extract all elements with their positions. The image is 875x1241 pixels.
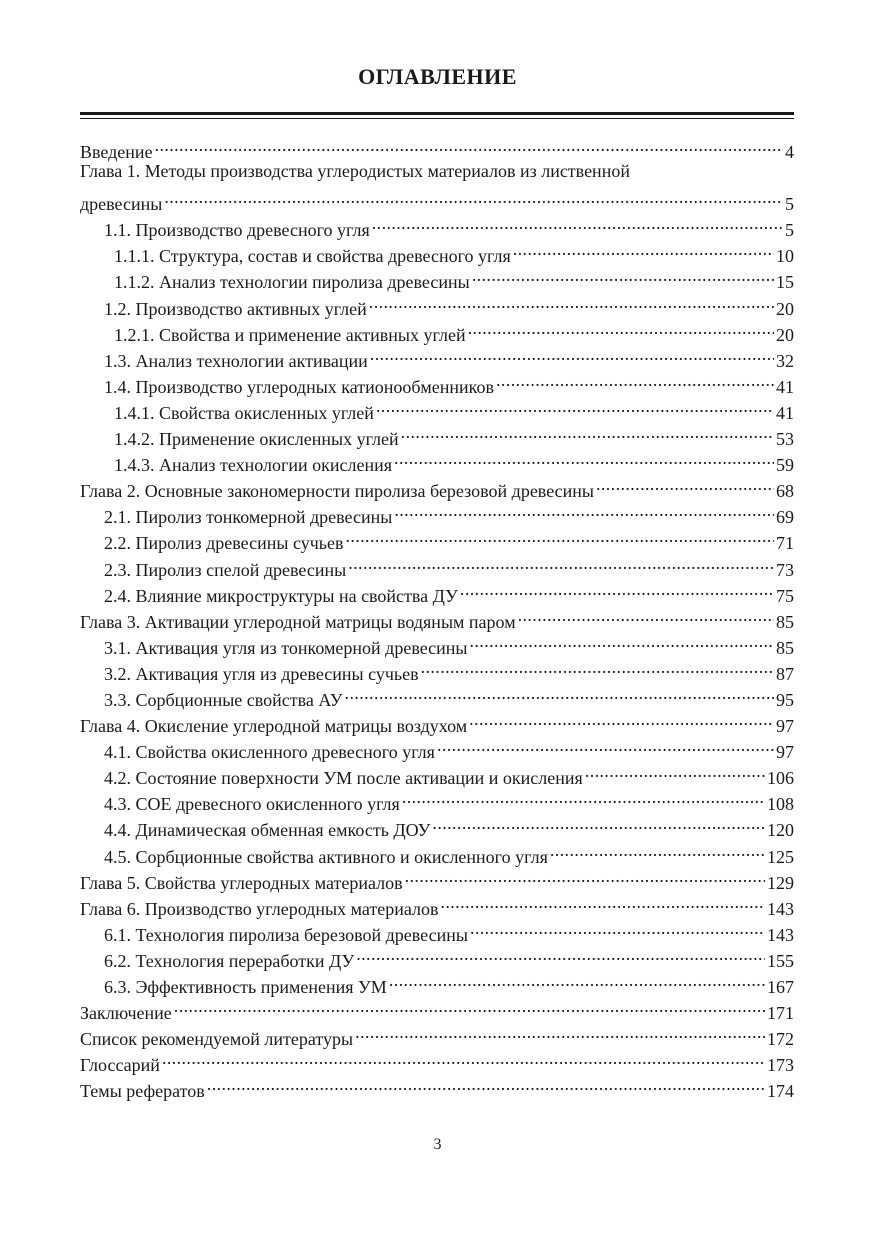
- toc-entry-page: 85: [776, 611, 794, 632]
- toc-entry-chapter-1-heading[interactable]: [80, 158, 794, 184]
- toc-leader-dots: [440, 889, 765, 915]
- toc-entry-label: 2.1. Пиролиз тонкомерной древесины: [104, 507, 393, 528]
- page-title: ОГЛАВЛЕНИЕ: [358, 64, 517, 89]
- toc-leader-dots: [468, 315, 774, 341]
- toc-entry-page: 173: [767, 1055, 794, 1076]
- toc-leader-dots: [437, 732, 774, 758]
- toc-entry-label: 2.4. Влияние микроструктуры на свойства ДУ: [104, 585, 458, 606]
- toc-entry-page: 10: [776, 246, 794, 267]
- toc-entry-label: Глава 5. Свойства углеродных материалов: [80, 872, 403, 893]
- title-rule-thick: [80, 112, 794, 115]
- toc-entry-page: 95: [776, 689, 794, 710]
- toc-entry-page: 41: [776, 376, 794, 397]
- table-of-contents: [80, 132, 794, 1102]
- toc-entry-page: 59: [776, 455, 794, 476]
- toc-leader-dots: [470, 915, 765, 941]
- toc-entry-label: 1.4.2. Применение окисленных углей: [114, 429, 399, 450]
- toc-entry-label: 4.1. Свойства окисленного древесного угля: [104, 742, 435, 763]
- toc-entry[interactable]: [80, 993, 794, 1024]
- toc-entry-page: 143: [767, 924, 794, 945]
- toc-leader-dots: [348, 550, 774, 576]
- toc-leader-dots: [174, 993, 765, 1019]
- toc-entry-label: 1.1.1. Структура, состав и свойства древесного угля: [114, 246, 511, 267]
- toc-leader-dots: [389, 967, 765, 993]
- toc-entry-label: 6.3. Эффективность применения УМ: [104, 977, 387, 997]
- toc-entry-page: 129: [767, 872, 794, 893]
- toc-entry-label: 1.4. Производство углеродных катионообменников: [104, 376, 495, 397]
- toc-leader-dots: [421, 654, 774, 680]
- toc-leader-dots: [513, 236, 774, 262]
- toc-leader-dots: [496, 367, 774, 393]
- toc-entry-label: 1.1.2. Анализ технологии пиролиза древесины: [114, 272, 470, 293]
- toc-leader-dots: [356, 941, 765, 967]
- toc-leader-dots: [472, 262, 774, 288]
- toc-leader-dots: [518, 602, 774, 628]
- toc-entry-label: 4.5. Сорбционные свойства активного и окисленного угля: [104, 846, 548, 867]
- toc-entry-page: 4: [785, 142, 794, 162]
- toc-entry-label: Глава 4. Окисление углеродной матрицы воздухом: [80, 716, 468, 737]
- toc-entry-page: 85: [776, 637, 794, 658]
- toc-entry[interactable]: [80, 1071, 794, 1102]
- toc-leader-dots: [155, 132, 783, 158]
- toc-entry-page: 69: [776, 507, 794, 528]
- toc-entry-label: 1.3. Анализ технологии активации: [104, 350, 368, 371]
- toc-entry-label: Список рекомендуемой литературы: [80, 1029, 354, 1050]
- toc-entry-label: Заключение: [80, 1003, 172, 1024]
- toc-entry[interactable]: [80, 210, 794, 241]
- title-rule-thin: [80, 118, 794, 119]
- toc-entry-page: 167: [767, 977, 794, 997]
- toc-leader-dots: [345, 523, 774, 549]
- toc-entry-label: 4.4. Динамическая обменная емкость ДОУ: [104, 820, 431, 841]
- toc-entry-label: 1.4.1. Свойства окисленных углей: [114, 402, 374, 423]
- toc-entry-page: 87: [776, 663, 794, 684]
- toc-leader-dots: [372, 210, 783, 236]
- toc-leader-dots: [460, 576, 774, 602]
- toc-leader-dots: [405, 863, 765, 889]
- toc-entry-page: 73: [776, 559, 794, 580]
- toc-entry-page: 120: [767, 820, 794, 841]
- toc-leader-dots: [207, 1071, 765, 1097]
- toc-leader-dots: [432, 810, 765, 836]
- toc-entry-label: 6.2. Технология переработки ДУ: [104, 950, 355, 971]
- toc-entry-page: 20: [776, 324, 794, 345]
- toc-entry-intro[interactable]: [80, 132, 794, 162]
- toc-leader-dots: [469, 706, 774, 732]
- toc-entry-page: 15: [776, 272, 794, 293]
- toc-leader-dots: [376, 393, 774, 419]
- toc-entry-page: 108: [767, 794, 794, 815]
- toc-entry-label: 3.1. Активация угля из тонкомерной древесины: [104, 637, 468, 658]
- toc-entry-page: 75: [776, 585, 794, 606]
- toc-entry-page: 20: [776, 298, 794, 319]
- toc-entry-label: 1.2. Производство активных углей: [104, 298, 367, 319]
- toc-entry[interactable]: [80, 1045, 794, 1076]
- toc-leader-dots: [585, 758, 765, 784]
- toc-entry-label: 1.4.3. Анализ технологии окисления: [114, 455, 393, 476]
- toc-leader-dots: [402, 784, 765, 810]
- toc-entry-page: 5: [785, 194, 794, 215]
- toc-entry-label: древесины: [80, 194, 163, 215]
- toc-entry-page: 41: [776, 402, 794, 423]
- toc-entry-page: 174: [767, 1081, 794, 1102]
- toc-entry-label: Темы рефератов: [80, 1081, 205, 1102]
- toc-leader-dots: [162, 1045, 765, 1071]
- toc-entry[interactable]: [80, 1019, 794, 1050]
- toc-leader-dots: [164, 184, 783, 210]
- toc-leader-dots: [596, 471, 774, 497]
- toc-entries-list: [80, 210, 794, 1102]
- toc-leader-dots: [550, 837, 765, 863]
- toc-entry-page: 97: [776, 742, 794, 763]
- toc-leader-dots: [345, 680, 774, 706]
- toc-entry-page: 155: [767, 950, 794, 971]
- toc-entry-label: 3.3. Сорбционные свойства АУ: [104, 689, 343, 710]
- toc-entry-label: 1.2.1. Свойства и применение активных углей: [114, 324, 466, 345]
- toc-entry-page: 68: [776, 481, 794, 502]
- toc-entry-label: Глава 6. Производство углеродных материалов: [80, 898, 439, 919]
- toc-leader-dots: [394, 497, 774, 523]
- toc-entry-label: Введение: [80, 142, 153, 162]
- toc-entry-label: 2.2. Пиролиз древесины сучьев: [104, 533, 344, 554]
- toc-entry-page: 53: [776, 429, 794, 450]
- toc-entry-page: 125: [767, 846, 794, 867]
- toc-entry-label: 6.1. Технология пиролиза березовой древесины: [104, 924, 468, 945]
- toc-entry-label: 3.2. Активация угля из древесины сучьев: [104, 663, 419, 684]
- toc-leader-dots: [401, 419, 774, 445]
- toc-entry-page: 172: [767, 1029, 794, 1050]
- toc-entry-page: 97: [776, 716, 794, 737]
- toc-entry-label: 2.3. Пиролиз спелой древесины: [104, 559, 347, 580]
- toc-leader-dots: [370, 341, 774, 367]
- toc-entry-label: Глава 2. Основные закономерности пиролиза березовой древесины: [80, 481, 594, 502]
- toc-entry-page: 5: [785, 220, 794, 241]
- toc-leader-dots: [369, 289, 774, 315]
- toc-entry-label: Глава 3. Активации углеродной матрицы водяным паром: [80, 611, 516, 632]
- toc-entry-page: 71: [776, 533, 794, 554]
- toc-entry-label: 4.3. СОЕ древесного окисленного угля: [104, 794, 400, 815]
- toc-entry-label: 4.2. Состояние поверхности УМ после активации и окисления: [104, 768, 583, 789]
- toc-entry-page: 143: [767, 898, 794, 919]
- toc-entry-page: 106: [767, 768, 794, 789]
- toc-entry-page: 32: [776, 350, 794, 371]
- toc-leader-dots: [394, 445, 774, 471]
- toc-entry-chapter-1[interactable]: [80, 184, 794, 215]
- toc-entry-page: 171: [767, 1003, 794, 1024]
- toc-entry-label: 1.1. Производство древесного угля: [104, 220, 370, 241]
- page-number: 3: [433, 1136, 442, 1153]
- toc-leader-dots: [355, 1019, 765, 1045]
- toc-entry-label: Глоссарий: [80, 1055, 160, 1076]
- toc-leader-dots: [470, 628, 775, 654]
- toc-entry-label: Глава 1. Методы производства углеродистых материалов из лиственной: [80, 161, 630, 182]
